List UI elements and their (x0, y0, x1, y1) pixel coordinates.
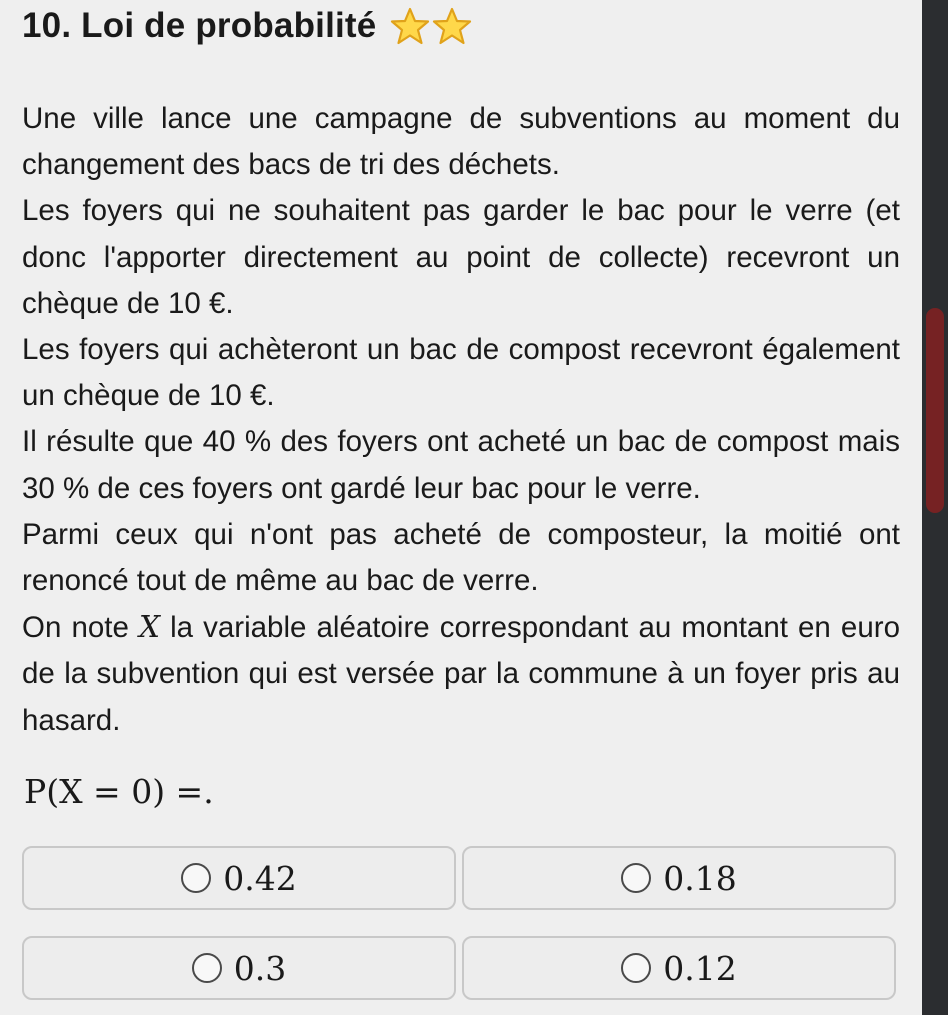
radio-button-icon[interactable] (621, 863, 651, 893)
question-equation: P(X = 0) =. (24, 772, 214, 811)
statement-text: On note (22, 611, 129, 645)
question-title-text: 10. Loi de probabilité (22, 6, 377, 45)
difficulty-stars (390, 7, 472, 45)
answer-option-3[interactable] (22, 936, 456, 1000)
statement-paragraph: Les foyers qui ne souhaitent pas garder le bac pour le verre (et donc l'apporter directement au point de collecte) recevront un chèque de 10 €. (22, 194, 900, 320)
statement-paragraph: Une ville lance une campagne de subventions au moment du changement des bacs de tri des déchets. (22, 102, 900, 182)
answer-option-4[interactable] (462, 936, 896, 1000)
radio-button-icon[interactable] (621, 953, 651, 983)
radio-button-icon[interactable] (181, 863, 211, 893)
statement-paragraph: Parmi ceux qui n'ont pas acheté de composteur, la moitié ont renoncé tout de même au bac de verre. (22, 517, 900, 598)
statement-text: la variable aléatoire correspondant au montant en euro de la subvention qui est versée par la commune à un foyer pris au hasard. (22, 611, 900, 737)
question-title (22, 4, 472, 48)
answer-option-label: 0.42 (223, 858, 297, 898)
question-statement (22, 96, 900, 744)
statement-paragraph: Les foyers qui achèteront un bac de compost recevront également un chèque de 10 €. (22, 333, 900, 413)
statement-paragraph: Il résulte que 40 % des foyers ont acheté un bac de compost mais 30 % de ces foyers ont gardé leur bac pour le verre. (22, 425, 900, 505)
scrollbar[interactable] (922, 0, 948, 1015)
statement-paragraph-variable (22, 604, 900, 744)
star-icon (432, 7, 472, 45)
radio-button-icon[interactable] (192, 953, 222, 983)
answer-option-label: 0.12 (663, 948, 737, 988)
scrollbar-thumb[interactable] (926, 308, 944, 513)
star-icon (390, 7, 430, 45)
variable-x: X (138, 610, 160, 645)
answer-option-label: 0.18 (663, 858, 737, 898)
answer-option-label: 0.3 (233, 948, 287, 988)
answer-option-1[interactable] (22, 846, 456, 910)
answer-option-2[interactable] (462, 846, 896, 910)
